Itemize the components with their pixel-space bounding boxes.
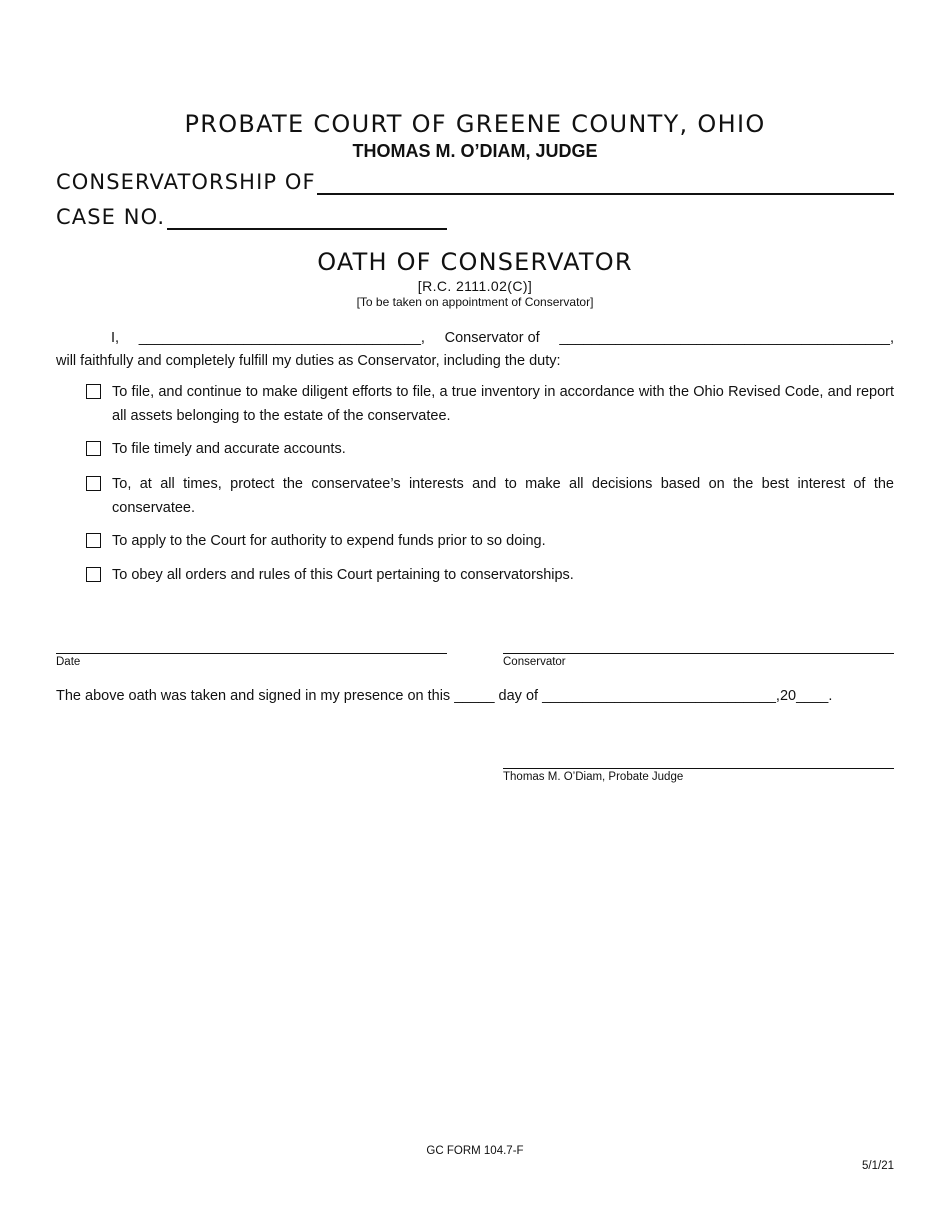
form-title: OATH OF CONSERVATOR <box>317 248 633 276</box>
date-label: Date <box>56 656 81 668</box>
date-signature-line[interactable] <box>56 653 447 654</box>
presence-statement: The above oath was taken and signed in my presence on this _____ day of _____________________________,20____. <box>56 688 833 704</box>
duty-checkbox-inventory[interactable] <box>86 384 101 399</box>
court-title: PROBATE COURT OF GREENE COUNTY, OHIO <box>184 110 766 138</box>
form-number: GC FORM 104.7-F <box>426 1145 524 1157</box>
duty-checkbox-expend-funds[interactable] <box>86 533 101 548</box>
oath-i-prefix: I, <box>111 330 120 346</box>
case-no-label: CASE NO. <box>56 205 166 229</box>
duty-checkbox-accounts[interactable] <box>86 441 101 456</box>
conservatee-name-blank[interactable]: _________________________________________, <box>559 330 894 346</box>
conservatorship-label: CONSERVATORSHIP OF <box>56 170 316 194</box>
conservator-of-text: Conservator of <box>444 330 540 346</box>
judge-signature-line[interactable] <box>503 768 894 769</box>
conservator-signature-line[interactable] <box>503 653 894 654</box>
case-number-field[interactable] <box>167 228 447 230</box>
duty-text-protect-interests: To, at all times, protect the conservatee’s interests and to make all decisions based on the best interest of the conservatee. <box>112 476 894 516</box>
duty-text-inventory: To file, and continue to make diligent efforts to file, a true inventory in accordance with the Ohio Revised Code, and report all assets belonging to the estate of the conservatee. <box>112 384 894 424</box>
oath-line <box>56 326 894 350</box>
statute-reference: [R.C. 2111.02(C)] <box>417 278 533 294</box>
oath-continuation: will faithfully and completely fulfill my duties as Conservator, including the duty: <box>56 353 561 369</box>
duty-text-expend-funds: To apply to the Court for authority to expend funds prior to so doing. <box>112 533 546 549</box>
duty-text-obey-orders: To obey all orders and rules of this Court pertaining to conservatorships. <box>112 567 574 583</box>
judge-title: THOMAS M. O’DIAM, JUDGE <box>352 141 598 161</box>
revision-date: 5/1/21 <box>862 1160 894 1172</box>
conservator-label: Conservator <box>503 656 566 668</box>
judge-signature-label: Thomas M. O’Diam, Probate Judge <box>503 771 684 783</box>
duty-text-accounts: To file timely and accurate accounts. <box>112 441 346 457</box>
duty-checkbox-protect-interests[interactable] <box>86 476 101 491</box>
duty-checkbox-obey-orders[interactable] <box>86 567 101 582</box>
form-note: [To be taken on appointment of Conservator] <box>356 295 594 309</box>
conservator-name-blank[interactable]: ___________________________________, <box>138 330 425 346</box>
conservatorship-name-field[interactable] <box>317 193 894 195</box>
